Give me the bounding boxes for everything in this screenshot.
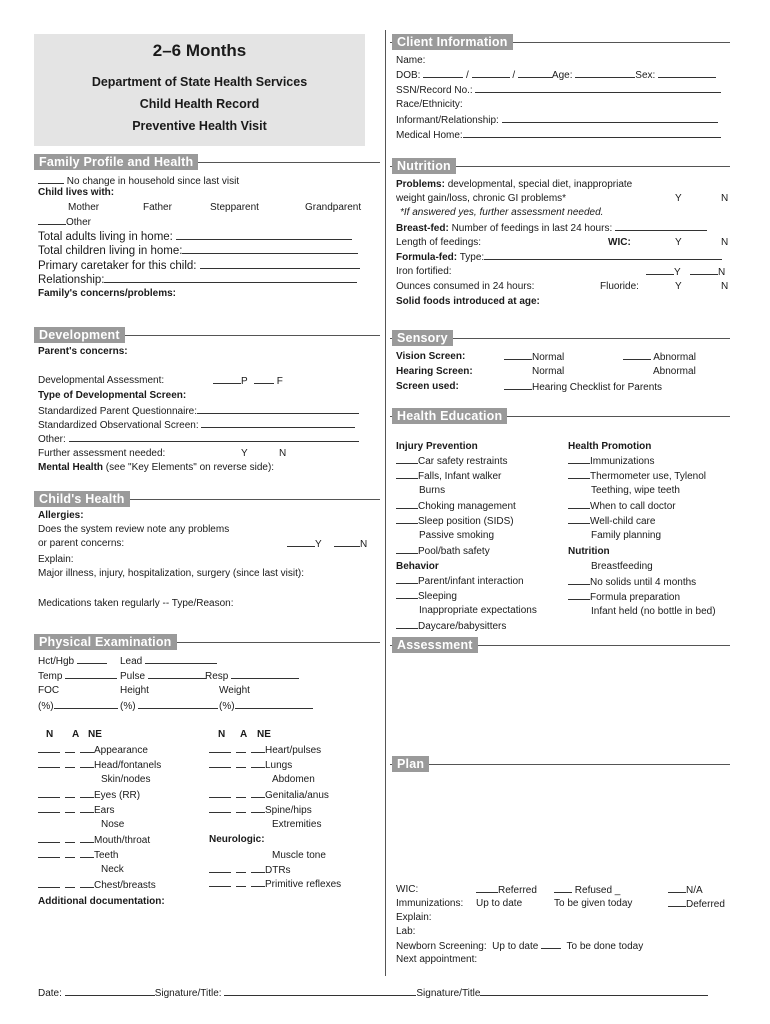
exam-item[interactable]: Eyes (RR) [38, 789, 140, 802]
system-review-label: Does the system review note any problems [38, 524, 230, 535]
exam-item[interactable]: Skin/nodes [101, 774, 151, 785]
no-change-checkbox[interactable]: No change in household since last visit [38, 175, 239, 188]
exam-item[interactable]: Head/fontanels [38, 759, 161, 772]
resp-field[interactable]: Resp [205, 670, 299, 683]
nutrition-ed-heading: Nutrition [568, 546, 610, 557]
hearing-abnormal[interactable]: Abnormal [653, 366, 696, 377]
explain-label: Explain: [38, 554, 74, 565]
mental-health-label: Mental Health (see "Key Elements" on reverse side): [38, 462, 275, 473]
exam-item[interactable]: Chest/breasts [38, 879, 156, 892]
nutrition-ed-item[interactable]: No solids until 4 months [568, 576, 696, 589]
height-percent-field[interactable]: (%) [120, 700, 218, 713]
exam-item[interactable]: Spine/hips [209, 804, 312, 817]
behavior-item[interactable]: Daycare/babysitters [396, 620, 506, 633]
signature-label-1: Signature/Title: [154, 988, 222, 999]
informant-label: Informant/Relationship: [396, 115, 499, 126]
record-name: Child Health Record [139, 97, 260, 111]
family-concerns-label: Family's concerns/problems: [38, 288, 176, 299]
neuro-exam-item[interactable]: Primitive reflexes [209, 878, 341, 891]
relationship-field[interactable]: Relationship: [38, 273, 357, 287]
promotion-item[interactable]: Thermometer use, Tylenol [568, 470, 706, 483]
health-promotion-heading: Health Promotion [568, 441, 652, 452]
screen-used-label: Screen used: [396, 381, 459, 392]
wic-yes[interactable]: Y [675, 237, 682, 248]
injury-item[interactable]: Choking management [396, 500, 516, 513]
length-feedings-label: Length of feedings: [396, 237, 482, 248]
review-no[interactable]: N [334, 538, 367, 551]
race-label: Race/Ethnicity: [396, 99, 463, 110]
exam-item[interactable]: Teeth [38, 849, 118, 862]
behavior-item[interactable]: Parent/infant interaction [396, 575, 524, 588]
parents-concerns-label: Parent's concerns: [38, 346, 128, 357]
immunizations-deferred[interactable]: Deferred [668, 898, 725, 911]
neurologic-label: Neurologic: [209, 834, 265, 845]
immunizations-up-to-date[interactable]: Up to date [476, 898, 523, 909]
plan-header: Plan [392, 756, 429, 772]
injury-item[interactable]: Passive smoking [419, 530, 495, 541]
weight-percent-field[interactable]: (%) [219, 700, 313, 713]
sex-label: Sex: [635, 70, 656, 81]
dev-assessment-fail[interactable]: F [254, 375, 283, 388]
parent-questionnaire-field[interactable]: Standardized Parent Questionnaire: [38, 405, 359, 418]
exam-item[interactable]: Neck [101, 864, 124, 875]
pulse-field[interactable]: Pulse [120, 670, 206, 683]
lives-with-stepparent[interactable]: Stepparent [210, 202, 259, 213]
plan-immunizations-label: Immunizations: [396, 898, 464, 909]
behavior-heading: Behavior [396, 561, 439, 572]
nutrition-problems-2: weight gain/loss, chronic GI problems* [396, 193, 567, 204]
plan-wic-label: WIC: [396, 884, 419, 895]
title-box [34, 34, 365, 146]
medications-label: Medications taken regularly -- Type/Reason: [38, 598, 234, 609]
dev-assessment-label: Developmental Assessment: [38, 375, 165, 386]
behavior-item[interactable]: Sleeping [396, 590, 457, 603]
form-title: 2–6 Months [152, 41, 247, 60]
col-not-examined-left: NE [88, 729, 102, 740]
exam-item[interactable]: Mouth/throat [38, 834, 150, 847]
promotion-item[interactable]: Immunizations [568, 455, 654, 468]
promotion-item[interactable]: Well-child care [568, 515, 655, 528]
problems-no[interactable]: N [721, 193, 729, 204]
injury-item[interactable]: Pool/bath safety [396, 545, 490, 558]
dob-field[interactable]: DOB: / / Age: Sex: [396, 69, 716, 82]
exam-item[interactable]: Abdomen [272, 774, 315, 785]
exam-item[interactable]: Lungs [209, 759, 292, 772]
exam-item[interactable]: Heart/pulses [209, 744, 321, 757]
formulafed-field[interactable]: Formula-fed: Type: [396, 251, 722, 264]
ounces-label: Ounces consumed in 24 hours: [396, 281, 535, 292]
lives-with-mother[interactable]: Mother [68, 202, 100, 213]
age-label: Age: [551, 70, 573, 81]
health-education-header: Health Education [392, 408, 507, 424]
parent-concerns-label: or parent concerns: [38, 538, 125, 549]
wic-label: WIC: [608, 237, 631, 248]
foc-label: FOC [38, 685, 60, 696]
lives-with-other[interactable]: Other [38, 216, 91, 229]
primary-caretaker-field[interactable]: Primary caretaker for this child: [38, 259, 360, 273]
hct-field[interactable]: Hct/Hgb [38, 655, 107, 668]
medical-home-label: Medical Home: [396, 130, 463, 141]
next-appointment-label: Next appointment: [396, 954, 478, 965]
plan-explain-label: Explain: [396, 912, 432, 923]
behavior-item[interactable]: Inappropriate expectations [419, 605, 537, 616]
neuro-exam-item[interactable]: DTRs [209, 864, 291, 877]
foc-percent-field[interactable]: (%) [38, 700, 118, 713]
vision-normal[interactable]: Normal [504, 351, 564, 364]
physical-exam-header: Physical Examination [34, 634, 177, 650]
plan-wic-refused[interactable]: Refused _ [554, 884, 620, 897]
injury-item[interactable]: Burns [419, 485, 446, 496]
exam-item[interactable]: Appearance [38, 744, 148, 757]
hearing-normal[interactable]: Normal [532, 366, 565, 377]
dob-label: DOB: [396, 70, 421, 81]
date-label: Date: [38, 988, 62, 999]
ssn-field[interactable] [396, 84, 721, 97]
family-profile-header: Family Profile and Health [34, 154, 198, 170]
fluoride-label: Fluoride: [600, 281, 639, 292]
further-yes[interactable]: Y [241, 448, 248, 459]
hearing-checklist[interactable]: Hearing Checklist for Parents [504, 381, 662, 394]
exam-item[interactable]: Nose [101, 819, 125, 830]
column-divider [385, 30, 386, 976]
exam-item[interactable]: Extremities [272, 819, 322, 830]
lead-field[interactable]: Lead [120, 655, 217, 668]
ssn-label: SSN/Record No.: [396, 85, 473, 96]
type-screen-label: Type of Developmental Screen: [38, 390, 187, 401]
injury-item[interactable]: Sleep position (SIDS) [396, 515, 514, 528]
sensory-header: Sensory [392, 330, 453, 346]
assessment-header: Assessment [392, 637, 478, 653]
height-label: Height [120, 685, 149, 696]
informant-field[interactable] [396, 114, 718, 127]
total-adults-field[interactable]: Total adults living in home: [38, 230, 352, 244]
newborn-screening[interactable]: Newborn Screening: Up to date To be done today [396, 941, 644, 952]
iron-no[interactable]: N [690, 266, 725, 279]
injury-item[interactable]: Falls, Infant walker [396, 470, 501, 483]
col-abnormal-left: A [72, 729, 80, 740]
col-not-examined-right: NE [257, 729, 271, 740]
plan-wic-na[interactable]: N/A [668, 884, 703, 897]
problems-yes[interactable]: Y [675, 193, 682, 204]
medical-home-field[interactable] [396, 129, 721, 142]
total-children-field[interactable]: Total children living in home: [38, 244, 358, 258]
department-name: Department of State Health Services [91, 75, 308, 89]
review-yes[interactable]: Y [287, 538, 322, 551]
visit-name: Preventive Health Visit [132, 119, 267, 133]
nutrition-ed-item[interactable]: Breastfeeding [591, 561, 653, 572]
childs-health-header: Child's Health [34, 491, 130, 507]
promotion-item[interactable]: Family planning [591, 530, 662, 541]
plan-lab-label: Lab: [396, 926, 416, 937]
client-name-label: Name: [396, 55, 426, 66]
further-assessment-label: Further assessment needed: [38, 448, 166, 459]
lives-with-father[interactable]: Father [143, 202, 172, 213]
lives-with-grandparent[interactable]: Grandparent [305, 202, 362, 213]
signature-label-2: Signature/Title [416, 988, 481, 999]
iron-yes[interactable]: Y [646, 266, 681, 279]
observational-screen-field[interactable]: Standardized Observational Screen: [38, 419, 355, 432]
additional-documentation-label: Additional documentation: [38, 896, 165, 907]
plan-wic-referred[interactable]: Referred [476, 884, 537, 897]
fluoride-no[interactable]: N [721, 281, 729, 292]
immunizations-to-be-given[interactable]: To be given today [554, 898, 633, 909]
client-info-header: Client Information [392, 34, 513, 50]
lives-with-label: Child lives with: [38, 187, 115, 198]
footer-signature-line[interactable] [38, 987, 708, 1000]
exam-item[interactable]: Ears [38, 804, 115, 817]
breastfed-field[interactable]: Breast-fed: Number of feedings in last 24 hours: [396, 222, 707, 235]
col-normal-right: N [218, 729, 226, 740]
section-rule [390, 764, 730, 765]
exam-item[interactable]: Genitalia/anus [209, 789, 329, 802]
solid-foods-label: Solid foods introduced at age: [396, 296, 540, 307]
injury-item[interactable]: Car safety restraints [396, 455, 507, 468]
major-illness-label: Major illness, injury, hospitalization, surgery (since last visit): [38, 568, 305, 579]
assessment-note: *If answered yes, further assessment needed. [400, 207, 604, 218]
promotion-item[interactable]: When to call doctor [568, 500, 676, 513]
further-no[interactable]: N [279, 448, 287, 459]
nutrition-problems: Problems: developmental, special diet, inappropriate [396, 179, 633, 190]
vision-abnormal[interactable]: Abnormal [623, 351, 696, 364]
nutrition-ed-item[interactable]: Infant held (no bottle in bed) [591, 606, 716, 617]
allergies-label: Allergies: [38, 510, 84, 521]
wic-no[interactable]: N [721, 237, 729, 248]
other-screen-field[interactable]: Other: [38, 433, 359, 446]
injury-prevention-heading: Injury Prevention [396, 441, 478, 452]
development-header: Development [34, 327, 125, 343]
iron-fortified-label: Iron fortified: [396, 266, 452, 277]
temp-field[interactable]: Temp [38, 670, 117, 683]
dev-assessment-pass[interactable]: P [213, 375, 248, 388]
nutrition-header: Nutrition [392, 158, 456, 174]
vision-screen-label: Vision Screen: [396, 351, 466, 362]
fluoride-yes[interactable]: Y [675, 281, 682, 292]
weight-label: Weight [219, 685, 250, 696]
nutrition-ed-item[interactable]: Formula preparation [568, 591, 680, 604]
col-abnormal-right: A [240, 729, 248, 740]
neuro-exam-item[interactable]: Muscle tone [272, 850, 326, 861]
col-normal-left: N [46, 729, 54, 740]
hearing-screen-label: Hearing Screen: [396, 366, 473, 377]
promotion-item[interactable]: Teething, wipe teeth [591, 485, 680, 496]
